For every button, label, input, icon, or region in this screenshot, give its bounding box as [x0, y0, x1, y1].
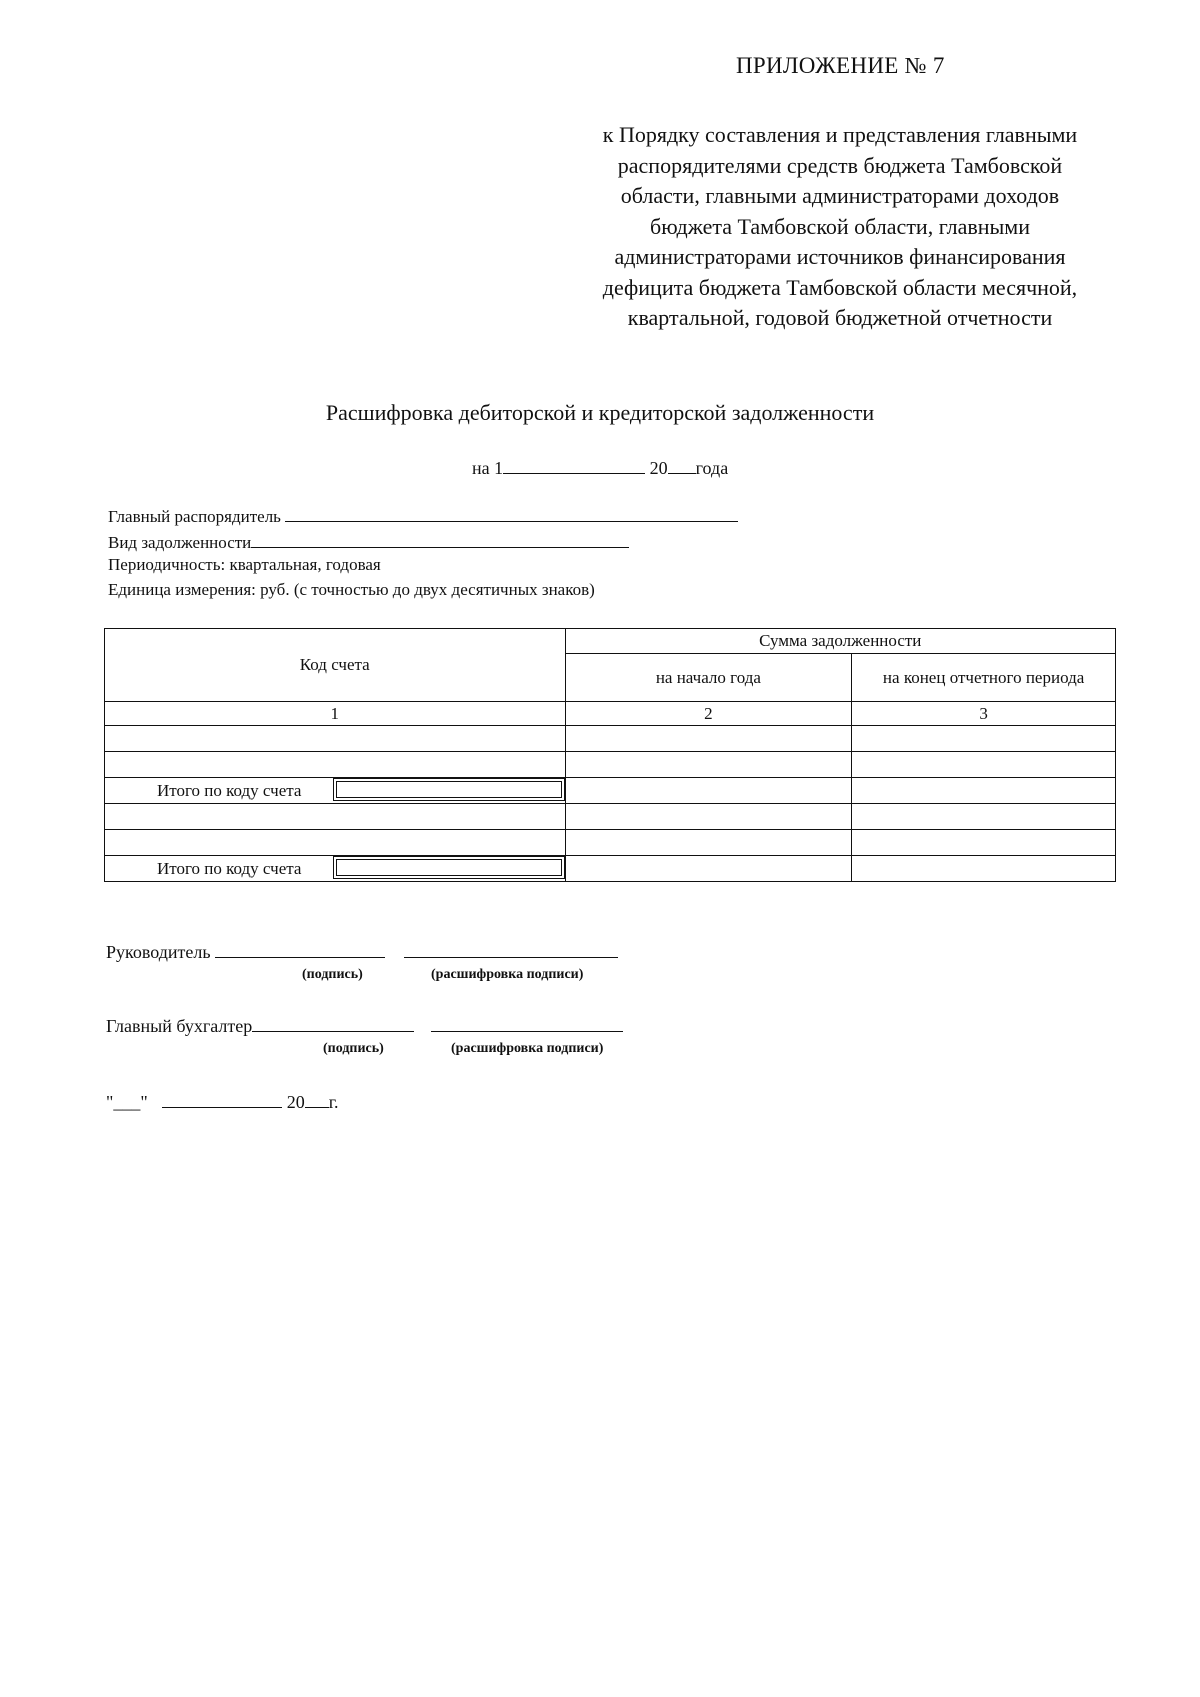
table-cell[interactable] [852, 726, 1116, 752]
signature-date-quote: "___" [106, 1092, 148, 1112]
main-manager-label: Главный распорядитель [108, 507, 281, 526]
signature-date-line [106, 1089, 339, 1113]
signature-date-year: 20 [286, 1092, 305, 1112]
report-date-line [472, 455, 728, 479]
head-signature-line [106, 939, 618, 963]
chief-accountant-decoding-blank[interactable] [431, 1013, 623, 1032]
debt-type-blank[interactable] [251, 529, 629, 548]
table-cell[interactable] [105, 830, 566, 856]
table-cell[interactable] [565, 752, 852, 778]
chief-accountant-signature-blank[interactable] [252, 1013, 414, 1032]
debt-type-label: Вид задолженности [108, 533, 252, 552]
table-cell[interactable] [105, 726, 566, 752]
header-start-of-year: на начало года [565, 654, 852, 702]
main-manager-blank[interactable] [285, 503, 738, 522]
table-cell[interactable] [852, 830, 1116, 856]
date-year-prefix: 20 [649, 458, 668, 478]
table-cell[interactable] [852, 752, 1116, 778]
total-label-cell [105, 856, 566, 882]
appendix-subtitle-line: к Порядку составления и представления главными [602, 122, 1078, 147]
table-cell[interactable] [852, 804, 1116, 830]
signature-date-month-blank[interactable] [162, 1089, 282, 1108]
head-decoding-caption: (расшифровка подписи) [431, 967, 584, 982]
debt-type-field [108, 529, 629, 553]
account-code-box[interactable] [333, 778, 565, 801]
column-number: 1 [105, 702, 566, 726]
header-end-of-period: на конец отчетного периода [852, 654, 1116, 702]
total-row [105, 856, 1116, 882]
date-day-month-blank[interactable] [503, 455, 645, 474]
date-suffix: года [695, 458, 729, 478]
account-code-box[interactable] [333, 856, 565, 879]
appendix-subtitle-line: администраторами источников финансирования [614, 244, 1066, 269]
date-year-blank[interactable] [668, 455, 696, 474]
appendix-title: ПРИЛОЖЕНИЕ № 7 [736, 53, 945, 78]
head-signature-caption: (подпись) [302, 967, 363, 982]
head-decoding-blank[interactable] [404, 939, 618, 958]
unit-text: Единица измерения: руб. (с точностью до двух десятичных знаков) [108, 580, 595, 599]
appendix-subtitle-line: квартальной, годовой бюджетной отчетности [627, 305, 1053, 330]
appendix-subtitle-line: дефицита бюджета Тамбовской области месячной, [602, 274, 1078, 300]
table-cell[interactable] [565, 726, 852, 752]
main-manager-field [108, 503, 738, 527]
document-title: Расшифровка дебиторской и кредиторской задолженности [325, 400, 875, 425]
header-account-code: Код счета [105, 629, 566, 702]
table-cell[interactable] [565, 856, 852, 882]
table-row [105, 830, 1116, 856]
table-cell[interactable] [105, 804, 566, 830]
total-row [105, 778, 1116, 804]
total-label: Итого по коду счета [157, 781, 302, 800]
head-signature-blank[interactable] [215, 939, 385, 958]
debt-table [104, 628, 1116, 882]
header-debt-sum: Сумма задолженности [565, 629, 1116, 654]
chief-accountant-signature-line [106, 1013, 623, 1037]
chief-accountant-decoding-caption: (расшифровка подписи) [451, 1041, 604, 1056]
column-number: 3 [852, 702, 1116, 726]
table-cell[interactable] [852, 778, 1116, 804]
chief-accountant-signature-caption: (подпись) [323, 1041, 384, 1056]
head-label: Руководитель [106, 942, 211, 962]
table-cell[interactable] [565, 778, 852, 804]
table-row [105, 726, 1116, 752]
table-cell[interactable] [105, 752, 566, 778]
chief-accountant-label: Главный бухгалтер [106, 1016, 253, 1036]
signature-date-year-blank[interactable] [305, 1089, 329, 1108]
signature-date-suffix: г. [328, 1092, 339, 1112]
total-label-cell [105, 778, 566, 804]
appendix-subtitle-line: бюджета Тамбовской области, главными [650, 213, 1030, 239]
table-cell[interactable] [565, 830, 852, 856]
total-label: Итого по коду счета [157, 859, 302, 878]
appendix-subtitle-line: распорядителями средств бюджета Тамбовской [617, 152, 1063, 178]
periodicity-text: Периодичность: квартальная, годовая [108, 555, 381, 574]
table-row [105, 752, 1116, 778]
table-cell[interactable] [852, 856, 1116, 882]
table-row [105, 804, 1116, 830]
table-cell[interactable] [565, 804, 852, 830]
appendix-subtitle-line: области, главными администраторами доходов [620, 183, 1060, 208]
date-prefix: на 1 [472, 458, 504, 478]
column-number: 2 [565, 702, 852, 726]
appendix-subtitle [560, 120, 1120, 334]
